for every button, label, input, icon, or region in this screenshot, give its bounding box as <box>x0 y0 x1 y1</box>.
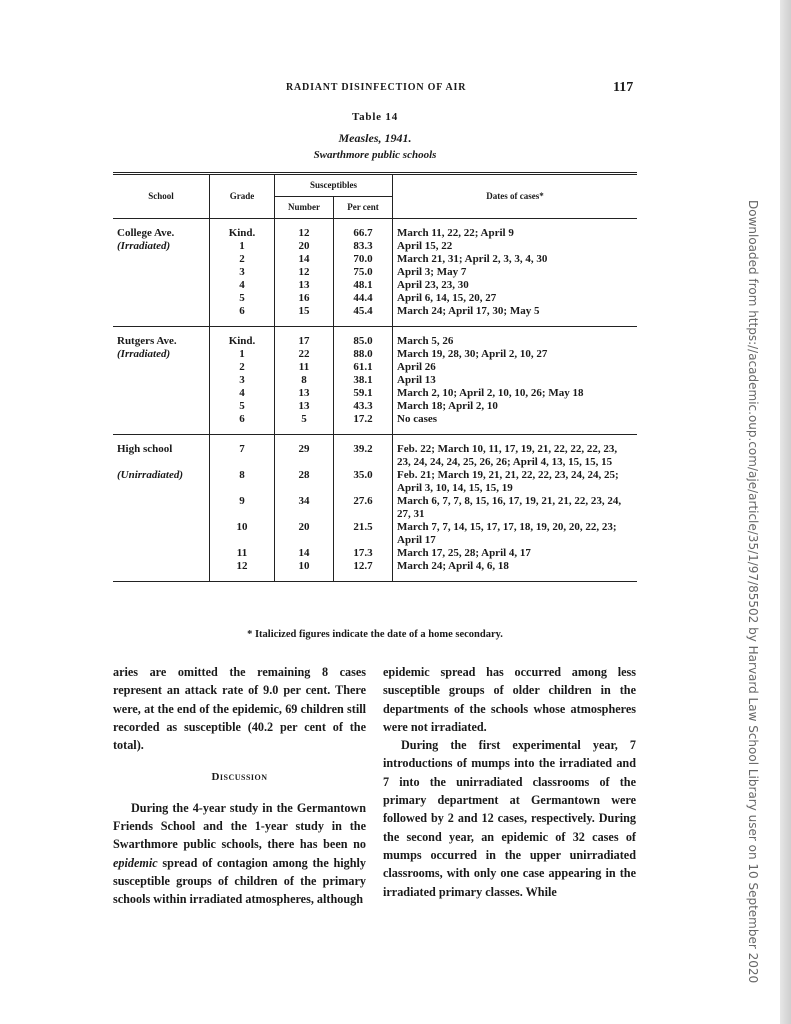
school-cell <box>113 560 210 582</box>
number-cell: 10 <box>275 560 334 582</box>
dates-cell: March 7, 7, 14, 15, 17, 17, 18, 19, 20, 20, 22, 23; April 17 <box>393 521 638 547</box>
table-row <box>113 279 637 292</box>
school-cell <box>113 495 210 521</box>
table-row <box>113 547 637 560</box>
grade-cell: 7 <box>210 435 275 470</box>
grade-cell: 5 <box>210 400 275 413</box>
number-cell: 13 <box>275 279 334 292</box>
dates-cell: March 6, 7, 7, 8, 15, 16, 17, 19, 21, 21, 22, 23, 24, 27, 31 <box>393 495 638 521</box>
percent-cell: 17.3 <box>334 547 393 560</box>
dates-cell: March 11, 22, 22; April 9 <box>393 219 638 241</box>
table-row <box>113 413 637 435</box>
percent-cell: 61.1 <box>334 361 393 374</box>
body-column-left <box>113 663 366 909</box>
page-edge-shadow <box>780 0 791 1024</box>
grade-cell: 2 <box>210 361 275 374</box>
table-subtitle-2: Swarthmore public schools <box>313 149 437 161</box>
number-cell: 20 <box>275 240 334 253</box>
school-cell: (Unirradiated) <box>117 469 183 481</box>
header-susceptibles: Susceptibles <box>275 174 393 197</box>
table-row <box>113 292 637 305</box>
table-row <box>113 240 637 253</box>
page-number: 117 <box>613 80 634 95</box>
dates-cell: April 6, 14, 15, 20, 27 <box>393 292 638 305</box>
table-subtitle: Measles, 1941. <box>338 131 412 145</box>
percent-cell: 17.2 <box>334 413 393 435</box>
grade-cell: 9 <box>210 495 275 521</box>
percent-cell: 12.7 <box>334 560 393 582</box>
number-cell: 5 <box>275 413 334 435</box>
grade-cell: 11 <box>210 547 275 560</box>
percent-cell: 38.1 <box>334 374 393 387</box>
percent-cell: 85.0 <box>334 327 393 349</box>
dates-cell: March 21, 31; April 2, 3, 3, 4, 30 <box>393 253 638 266</box>
dates-cell: April 13 <box>393 374 638 387</box>
dates-cell: April 26 <box>393 361 638 374</box>
number-cell: 11 <box>275 361 334 374</box>
grade-cell: 2 <box>210 253 275 266</box>
percent-cell: 39.2 <box>334 435 393 470</box>
table-row <box>113 521 637 547</box>
table-row <box>113 253 637 266</box>
header-percent: Per cent <box>334 197 393 219</box>
table-row <box>113 495 637 521</box>
school-cell: Rutgers Ave. <box>117 335 177 347</box>
dates-cell: Feb. 21; March 19, 21, 21, 22, 22, 23, 24, 24, 25; April 3, 10, 14, 15, 15, 19 <box>393 469 638 495</box>
school-cell <box>113 547 210 560</box>
header-grade: Grade <box>210 174 275 219</box>
school-cell <box>113 292 210 305</box>
table-row <box>113 219 637 241</box>
school-cell <box>113 400 210 413</box>
dates-cell: March 24; April 4, 6, 18 <box>393 560 638 582</box>
dates-cell: No cases <box>393 413 638 435</box>
dates-cell: March 24; April 17, 30; May 5 <box>393 305 638 327</box>
percent-cell: 45.4 <box>334 305 393 327</box>
number-cell: 14 <box>275 253 334 266</box>
school-cell: (Irradiated) <box>117 348 171 360</box>
dates-cell: April 23, 23, 30 <box>393 279 638 292</box>
paragraph: epidemic spread has occurred among less susceptible groups of older children in the departments of the schools whose atmospheres were not irradiated. <box>383 665 636 734</box>
grade-cell: 4 <box>210 387 275 400</box>
percent-cell: 66.7 <box>334 219 393 241</box>
percent-cell: 35.0 <box>334 469 393 495</box>
grade-cell: Kind. <box>210 327 275 349</box>
school-cell: College Ave. <box>117 227 175 239</box>
number-cell: 34 <box>275 495 334 521</box>
dates-cell: Feb. 22; March 10, 11, 17, 19, 21, 22, 22, 22, 23, 23, 24, 24, 24, 25, 26, 26; April 4, 13, 15, 15, 15 <box>393 435 638 470</box>
grade-cell: 8 <box>210 469 275 495</box>
grade-cell: 1 <box>210 240 275 253</box>
percent-cell: 43.3 <box>334 400 393 413</box>
school-cell <box>113 387 210 400</box>
table-row <box>113 327 637 349</box>
school-cell <box>113 521 210 547</box>
percent-cell: 83.3 <box>334 240 393 253</box>
number-cell: 16 <box>275 292 334 305</box>
grade-cell: 5 <box>210 292 275 305</box>
table-row <box>113 361 637 374</box>
emphasis: epidemic <box>113 855 158 870</box>
percent-cell: 48.1 <box>334 279 393 292</box>
dates-cell: March 5, 26 <box>393 327 638 349</box>
table-row <box>113 560 637 582</box>
paragraph: aries are omitted the remaining 8 cases represent an attack rate of 9.0 per cent. There were, at the end of the epidemic, 69 children still recorded as susceptible (40.2 per cent of the total). <box>113 665 366 753</box>
table-body <box>113 219 637 582</box>
school-cell <box>113 361 210 374</box>
table-row <box>113 266 637 279</box>
dates-cell: April 15, 22 <box>393 240 638 253</box>
download-watermark: Downloaded from https://academic.oup.com/aje/article/35/1/97/85502 by Harvard Law School Library user on 10 September 2020 <box>746 200 760 984</box>
school-cell <box>113 413 210 435</box>
school-cell: High school <box>117 443 173 455</box>
header-school: School <box>113 174 210 219</box>
table-row <box>113 374 637 387</box>
table-row <box>113 348 637 361</box>
number-cell: 17 <box>275 327 334 349</box>
school-cell <box>113 279 210 292</box>
number-cell: 8 <box>275 374 334 387</box>
grade-cell: 6 <box>210 305 275 327</box>
running-title: RADIANT DISINFECTION OF AIR <box>286 82 467 93</box>
school-cell: (Irradiated) <box>117 240 171 252</box>
table-footnote: * Italicized figures indicate the date of a home secondary. <box>247 629 503 640</box>
grade-cell: 12 <box>210 560 275 582</box>
percent-cell: 27.6 <box>334 495 393 521</box>
grade-cell: 4 <box>210 279 275 292</box>
body-column-right <box>383 663 636 901</box>
text-run: During the 4-year study in the Germantown Friends School and the 1-year study in the Swarthmore public schools, there has been no <box>113 800 366 852</box>
table-title: Table 14 <box>351 111 399 123</box>
number-cell: 20 <box>275 521 334 547</box>
number-cell: 14 <box>275 547 334 560</box>
dates-cell: March 18; April 2, 10 <box>393 400 638 413</box>
dates-cell: April 3; May 7 <box>393 266 638 279</box>
text-run: spread of contagion among the highly susceptible groups of children of the primary schools within irradiated atmospheres, although <box>113 855 366 907</box>
number-cell: 13 <box>275 400 334 413</box>
table-row <box>113 400 637 413</box>
percent-cell: 21.5 <box>334 521 393 547</box>
percent-cell: 75.0 <box>334 266 393 279</box>
number-cell: 28 <box>275 469 334 495</box>
section-heading: Discussion <box>211 771 268 784</box>
table-row <box>113 469 637 495</box>
paragraph <box>113 799 366 909</box>
running-head <box>0 82 791 98</box>
percent-cell: 70.0 <box>334 253 393 266</box>
dates-cell: March 2, 10; April 2, 10, 10, 26; May 18 <box>393 387 638 400</box>
table-row <box>113 305 637 327</box>
percent-cell: 44.4 <box>334 292 393 305</box>
grade-cell: 1 <box>210 348 275 361</box>
number-cell: 12 <box>275 219 334 241</box>
header-dates: Dates of cases* <box>393 174 638 219</box>
paragraph: During the first experimental year, 7 introductions of mumps into the irradiated and 7 into the unirradiated classrooms of the primary department at Germantown were followed by 2 and 12 cases, respectively. During the second year, an epidemic of 32 cases of mumps occurred in the upper unirradiated classrooms, with only one case appearing in the irradiated primary classes. While <box>383 738 636 899</box>
percent-cell: 88.0 <box>334 348 393 361</box>
school-cell <box>113 266 210 279</box>
grade-cell: 3 <box>210 374 275 387</box>
dates-cell: March 19, 28, 30; April 2, 10, 27 <box>393 348 638 361</box>
measles-table <box>113 172 637 582</box>
grade-cell: 6 <box>210 413 275 435</box>
school-cell <box>113 253 210 266</box>
number-cell: 15 <box>275 305 334 327</box>
table-row <box>113 387 637 400</box>
number-cell: 12 <box>275 266 334 279</box>
number-cell: 13 <box>275 387 334 400</box>
school-cell <box>113 374 210 387</box>
grade-cell: 10 <box>210 521 275 547</box>
grade-cell: 3 <box>210 266 275 279</box>
school-cell <box>113 305 210 327</box>
dates-cell: March 17, 25, 28; April 4, 17 <box>393 547 638 560</box>
table-row <box>113 435 637 470</box>
percent-cell: 59.1 <box>334 387 393 400</box>
header-number: Number <box>275 197 334 219</box>
number-cell: 22 <box>275 348 334 361</box>
grade-cell: Kind. <box>210 219 275 241</box>
number-cell: 29 <box>275 435 334 470</box>
